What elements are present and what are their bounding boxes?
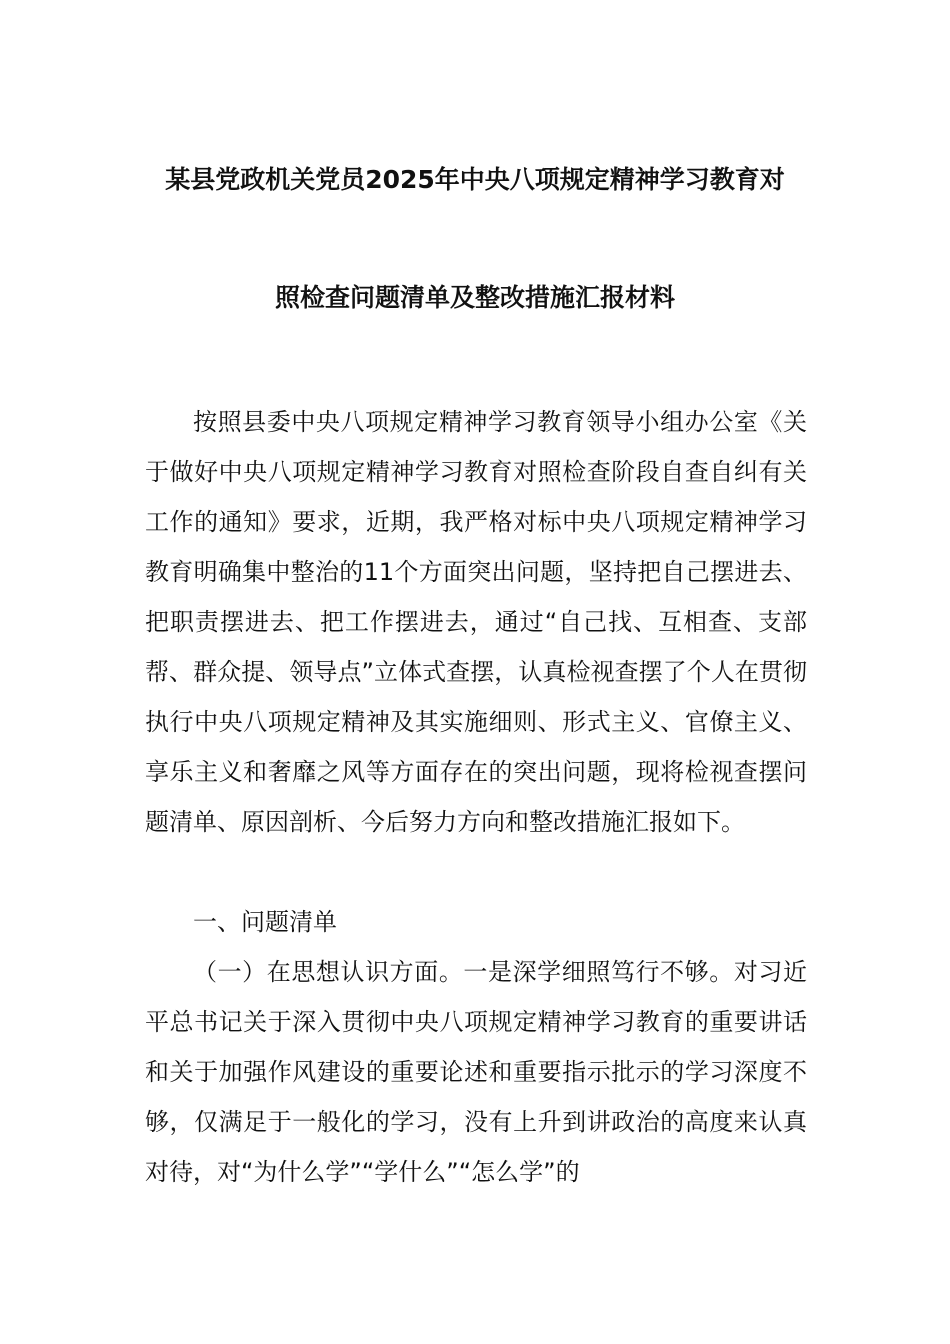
document-title-line-2: 照检查问题清单及整改措施汇报材料 — [274, 283, 675, 312]
section-heading-problem-list: 一、问题清单 — [193, 908, 337, 936]
section-heading-block — [145, 897, 807, 947]
intro-paragraph: 按照县委中央八项规定精神学习教育领导小组办公室《关于做好中央八项规定精神学习教育对照检查阶段自查自纠有关工作的通知》要求，近期，我严格对标中央八项规定精神学习教育明确集中整治的11个方面突出问题，坚持把自己摆进去、把职责摆进去、把工作摆进去，通过“自己找、互相查、支部帮、群众提、领导点”立体式查摆，认真检视查摆了个人在贯彻执行中央八项规定精神及其实施细则、形式主义、官僚主义、享乐主义和奢靡之风等方面存在的突出问题，现将检视查摆问题清单、原因剖析、今后努力方向和整改措施汇报如下。 — [145, 408, 807, 836]
thinking-awareness-paragraph: （一）在思想认识方面。一是深学细照笃行不够。对习近平总书记关于深入贯彻中央八项规定精神学习教育的重要讲话和关于加强作风建设的重要论述和重要指示批示的学习深度不够，仅满足于一般化的学习，没有上升到讲政治的高度来认真对待，对“为什么学”“学什么”“怎么学”的 — [145, 958, 807, 1186]
document-title-line-1: 某县党政机关党员2025年中央八项规定精神学习教育对 — [165, 165, 785, 194]
intro-section — [145, 397, 807, 847]
section-body — [145, 947, 807, 1197]
